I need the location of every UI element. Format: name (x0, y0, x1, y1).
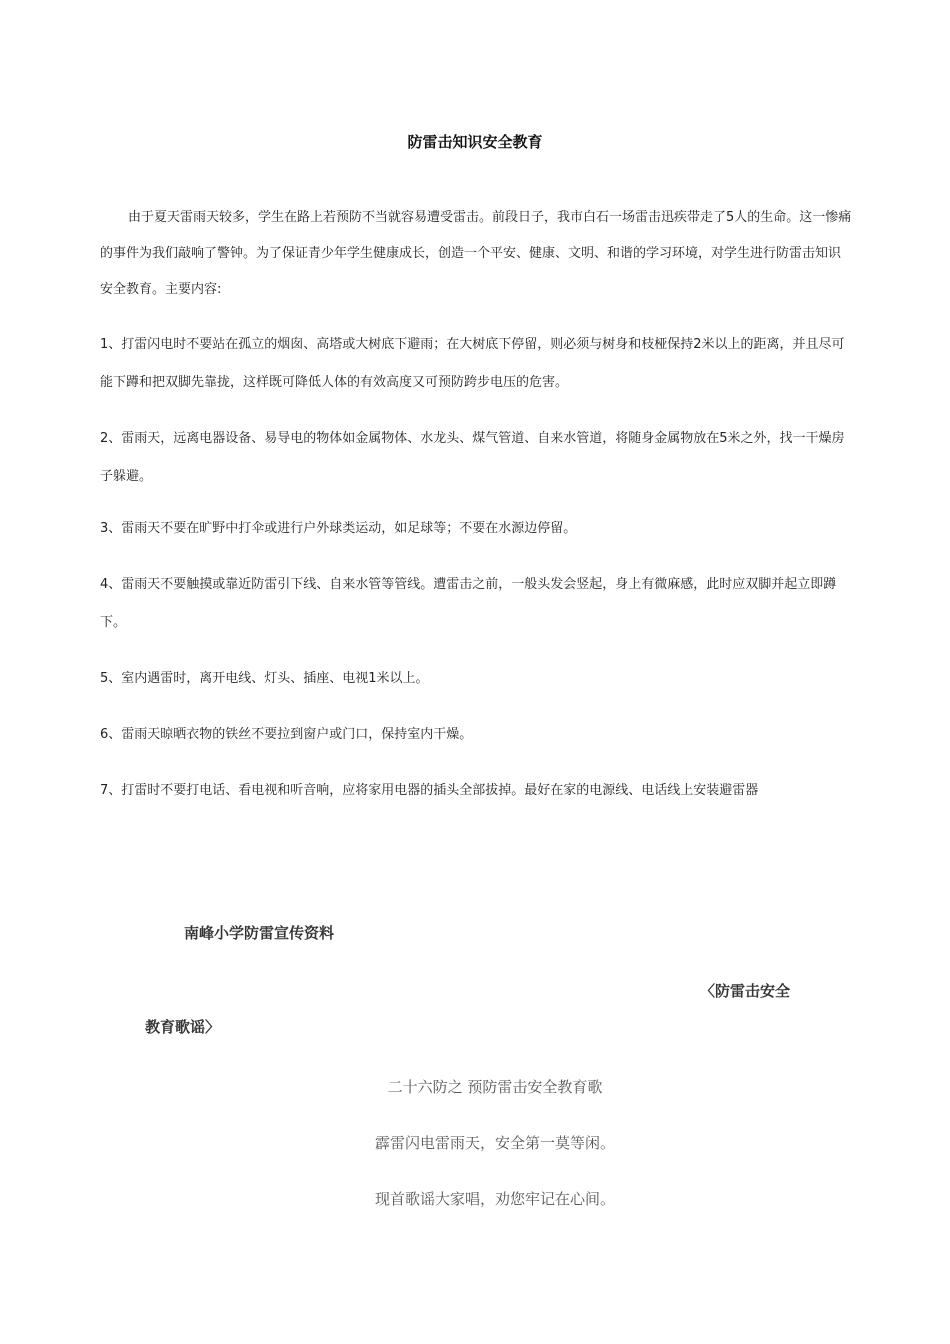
safety-item-1: 1、打雷闪电时不要站在孤立的烟囱、高塔或大树底下避雨；在大树底下停留，则必须与树身和枝桠保持2米以上的距离，并且尽可能下蹲和把双脚先靠拢，这样既可降低人体的有效高度又可预防跨步电压的危害。 (100, 337, 845, 390)
school-heading: 南峰小学防雷宣传资料 (184, 924, 335, 942)
safety-item-6: 6、雷雨天晾晒衣物的铁丝不要拉到窗户或门口，保持室内干燥。 (100, 727, 473, 742)
safety-item-3: 3、雷雨天不要在旷野中打伞或进行户外球类运动，如足球等；不要在水源边停留。 (100, 521, 577, 536)
intro-paragraph (100, 200, 852, 308)
safety-item-7: 7、打雷时不要打电话、看电视和听音响，应将家用电器的插头全部拔掉。最好在家的电源线、电话线上安装避雷器 (100, 783, 759, 798)
safety-item-5: 5、室内遇雷时，离开电线、灯头、插座、电视1米以上。 (100, 671, 429, 686)
song-line-1: 二十六防之 预防雷击安全教育歌 (387, 1078, 603, 1096)
intro-text: 由于夏天雷雨天较多，学生在路上若预防不当就容易遭受雷击。前段日子，我市白石一场雷击迅疾带走了5人的生命。这一惨痛的事件为我们敲响了警钟。为了保证青少年学生健康成长，创造一个平安、健康、文明、和谐的学习环境，对学生进行防雷击知识安全教育。主要内容: (100, 210, 852, 297)
song-line-3: 现首歌谣大家唱，劝您牢记在心间。 (374, 1190, 615, 1208)
safety-item-2: 2、雷雨天，远离电器设备、易导电的物体如金属物体、水龙头、煤气管道、自来水管道，将随身金属物放在5米之外，找一干燥房子躲避。 (100, 431, 845, 484)
song-line-2: 霹雷闪电雷雨天，安全第一莫等闲。 (374, 1134, 615, 1152)
safety-item-4: 4、雷雨天不要触摸或靠近防雷引下线、自来水管等管线。遭雷击之前，一般头发会竖起，身上有微麻感，此时应双脚并起立即蹲下。 (100, 577, 837, 630)
song-heading-part2: 教育歌谣〉 (145, 1018, 221, 1036)
song-heading-part1: 〈防雷击安全 (700, 982, 791, 1000)
document-title: 防雷击知识安全教育 (407, 133, 543, 151)
